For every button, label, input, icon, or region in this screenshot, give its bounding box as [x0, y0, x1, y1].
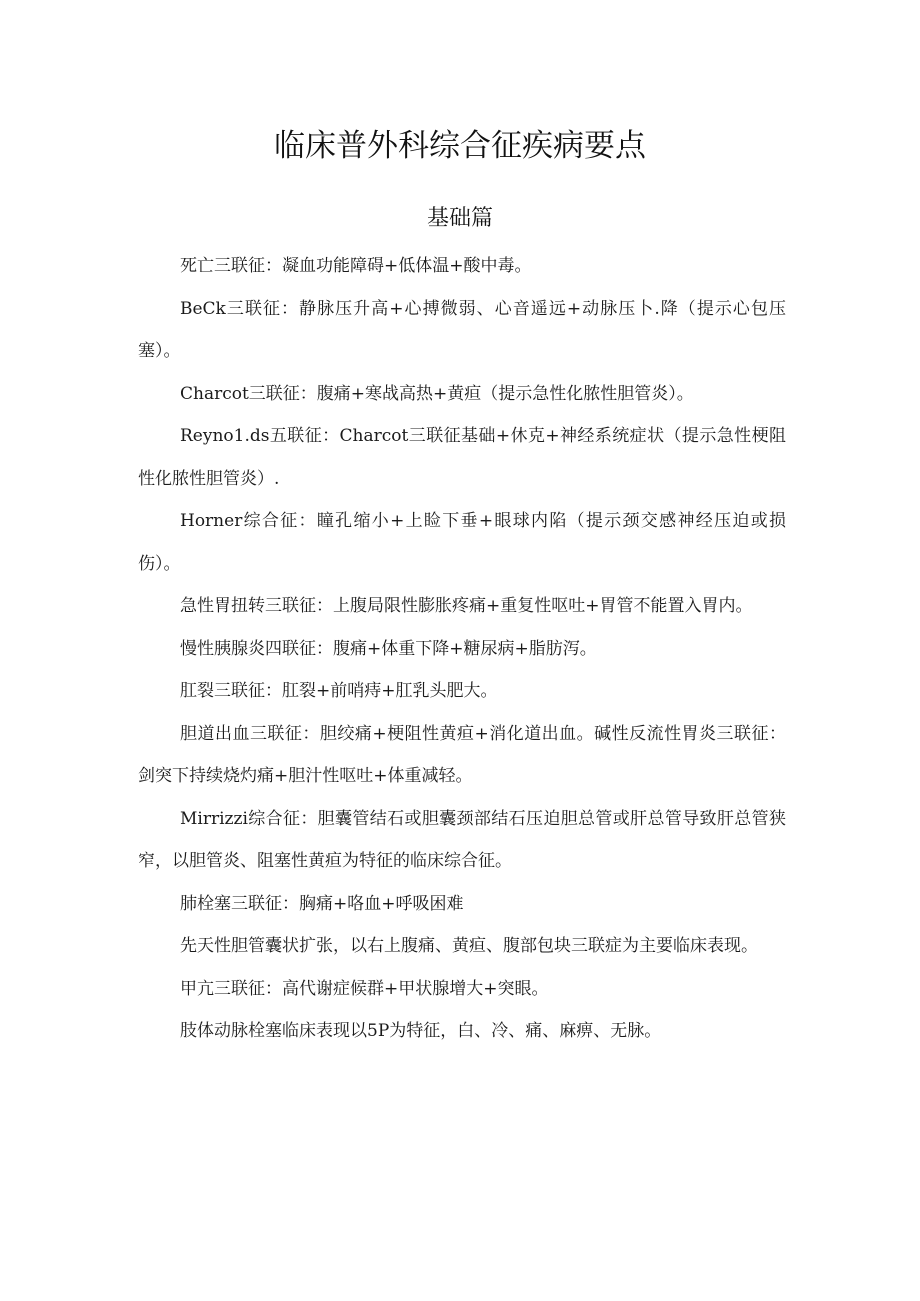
paragraph-chronic-pancreatitis-tetrad: 慢性胰腺炎四联征：腹痛+体重下降+糖尿病+脂肪泻。 [180, 638, 597, 659]
paragraph-mirizzi-syndrome: Mirrizzi综合征：胆囊管结石或胆囊颈部结石压迫胆总管或肝总管导致肝总管狭窄，以胆管炎、阻塞性黄疸为特征的临床综合征。 [138, 808, 786, 871]
paragraph-arterial-embolism-5p: 肢体动脉栓塞临床表现以5P为特征，白、冷、痛、麻痹、无脉。 [180, 1021, 662, 1041]
paragraph-hemobilia-triad: 胆道出血三联征：胆绞痛+梗阻性黄疸+消化道出血。碱性反流性胃炎三联征：剑突下持续烧灼痛+胆汁性呕吐+体重减轻。 [138, 723, 786, 786]
paragraph-death-triad: 死亡三联征：凝血功能障碍+低体温+酸中毒。 [180, 256, 532, 276]
paragraph-beck-triad: BeCk三联征：静脉压升高+心搏微弱、心音遥远+动脉压卜.降（提示心包压塞）。 [138, 298, 786, 361]
paragraph-charcot-triad: Charcot三联征：腹痛+寒战高热+黄疸（提示急性化脓性胆管炎）。 [180, 383, 694, 404]
paragraph-anal-fissure-triad: 肛裂三联征：肛裂+前哨痔+肛乳头肥大。 [180, 681, 498, 701]
section-heading: 基础篇 [426, 206, 493, 231]
paragraph-horner-syndrome: Horner综合征：瞳孔缩小+上睑下垂+眼球内陷（提示颈交感神经压迫或损伤）。 [138, 511, 786, 574]
document-title: 临床普外科综合征疾病要点 [274, 128, 646, 164]
paragraph-choledochal-cyst: 先天性胆管囊状扩张，以右上腹痛、黄疸、腹部包块三联症为主要临床表现。 [180, 936, 758, 956]
paragraph-gastric-volvulus-triad: 急性胃扭转三联征：上腹局限性膨胀疼痛+重复性呕吐+胃管不能置入胃内。 [180, 596, 753, 616]
paragraph-pulmonary-embolism-triad: 肺栓塞三联征：胸痛+咯血+呼吸困难 [180, 893, 464, 914]
paragraph-hyperthyroid-triad: 甲亢三联征：高代谢症候群+甲状腺增大+突眼。 [180, 978, 549, 999]
document-body [138, 245, 786, 1053]
paragraph-reynolds-pentad: Reyno1.ds五联征：Charcot三联征基础+休克+神经系统症状（提示急性梗阻性化脓性胆管炎）. [138, 426, 786, 489]
